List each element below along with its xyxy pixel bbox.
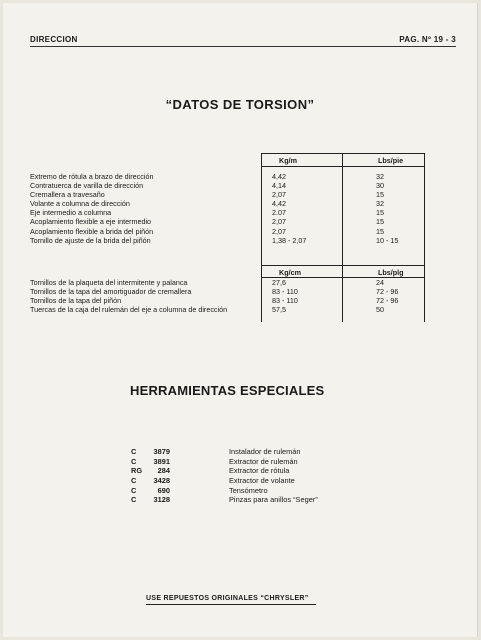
- row-value-kgcm: 57,5: [272, 305, 286, 315]
- row-value-lbspie: 10 - 15: [376, 235, 399, 245]
- tool-prefix: C: [131, 476, 137, 486]
- table1-header-rule: [261, 166, 424, 167]
- tool-prefix: C: [131, 456, 137, 466]
- row-description: Volante a columna de dirección: [30, 199, 130, 209]
- tool-prefix: C: [131, 495, 137, 505]
- row-description: Tornillo de ajuste de la brida del piñón: [30, 235, 151, 245]
- footer-note: USE REPUESTOS ORIGINALES “CHRYSLER”: [146, 595, 309, 602]
- row-value-kgcm: 83 - 110: [272, 296, 298, 306]
- tool-number: 3128: [153, 495, 170, 505]
- tool-name: Pinzas para anillos “Seger”: [229, 495, 318, 505]
- row-value-kgm: 1,38 - 2,07: [272, 235, 307, 245]
- manual-page: [3, 3, 478, 637]
- tool-name: Extractor de rulemán: [229, 456, 298, 466]
- tool-name: Instalador de rulemán: [229, 447, 301, 456]
- row-value-kgm: 2,07: [272, 190, 286, 200]
- row-value-lbsplg: 72 - 96: [376, 287, 399, 297]
- tools-title: HERRAMIENTAS ESPECIALES: [130, 383, 325, 398]
- table1-col2-header: Lbs/pie: [378, 156, 404, 165]
- tool-prefix: RG: [131, 466, 143, 476]
- row-value-lbspie: 15: [376, 190, 384, 200]
- tool-number: 3428: [153, 476, 170, 486]
- row-description: Eje intermedio a columna: [30, 208, 112, 218]
- tool-number: 690: [157, 485, 170, 495]
- row-value-kgcm: 83 - 110: [272, 287, 298, 297]
- row-value-lbspie: 32: [376, 199, 384, 209]
- table2-col2-header: Lbs/plg: [378, 268, 404, 277]
- header-rule: [30, 46, 456, 47]
- row-description: Acoplamiento flexible a eje intermedio: [30, 217, 152, 227]
- section-name: DIRECCION: [30, 35, 78, 44]
- row-value-kgm: 4,42: [272, 172, 286, 181]
- tool-number: 284: [157, 466, 170, 476]
- tool-prefix: C: [131, 447, 137, 456]
- row-description: Tuercas de la caja del rulemán del eje a columna de dirección: [30, 305, 228, 315]
- tool-number: 3879: [153, 447, 170, 456]
- page-number: PAG. Nº 19 - 3: [399, 35, 456, 44]
- row-value-lbspie: 32: [376, 172, 384, 181]
- row-description: Tornillos de la tapa del piñón: [30, 296, 122, 306]
- row-value-lbsplg: 50: [376, 305, 384, 315]
- row-value-lbsplg: 24: [376, 278, 384, 287]
- footer-underline: [146, 604, 316, 605]
- row-value-lbspie: 30: [376, 181, 384, 191]
- row-description: Tornillos de la tapa del amortiguador de cremallera: [30, 287, 192, 297]
- tool-name: Extractor de volante: [229, 476, 295, 486]
- row-description: Cremallera a travesaño: [30, 190, 105, 200]
- table1-col1-header: Kg/m: [279, 156, 297, 165]
- row-value-kgm: 2.07: [272, 208, 286, 218]
- tool-number: 3891: [153, 456, 170, 466]
- row-value-lbspie: 15: [376, 217, 384, 227]
- row-value-lbspie: 15: [376, 226, 384, 236]
- tool-name: Extractor de rótula: [229, 466, 290, 476]
- row-description: Extremo de rótula a brazo de dirección: [30, 172, 154, 181]
- torque-title: “DATOS DE TORSION”: [165, 97, 315, 112]
- row-value-lbsplg: 72 - 96: [376, 296, 399, 306]
- row-value-kgm: 2,07: [272, 226, 286, 236]
- row-value-kgm: 2,07: [272, 217, 286, 227]
- row-value-kgcm: 27,6: [272, 278, 286, 287]
- row-description: Acoplamiento flexible a brida del piñón: [30, 226, 154, 236]
- row-value-kgm: 4,14: [272, 181, 286, 191]
- table2-col1-header: Kg/cm: [279, 268, 301, 277]
- row-value-kgm: 4,42: [272, 199, 286, 209]
- tool-name: Tensómetro: [229, 485, 268, 495]
- row-value-lbspie: 15: [376, 208, 384, 218]
- row-description: Contratuerca de varilla de dirección: [30, 181, 144, 191]
- row-description: Tornillos de la plaqueta del intermitente y palanca: [30, 278, 188, 287]
- tool-prefix: C: [131, 485, 137, 495]
